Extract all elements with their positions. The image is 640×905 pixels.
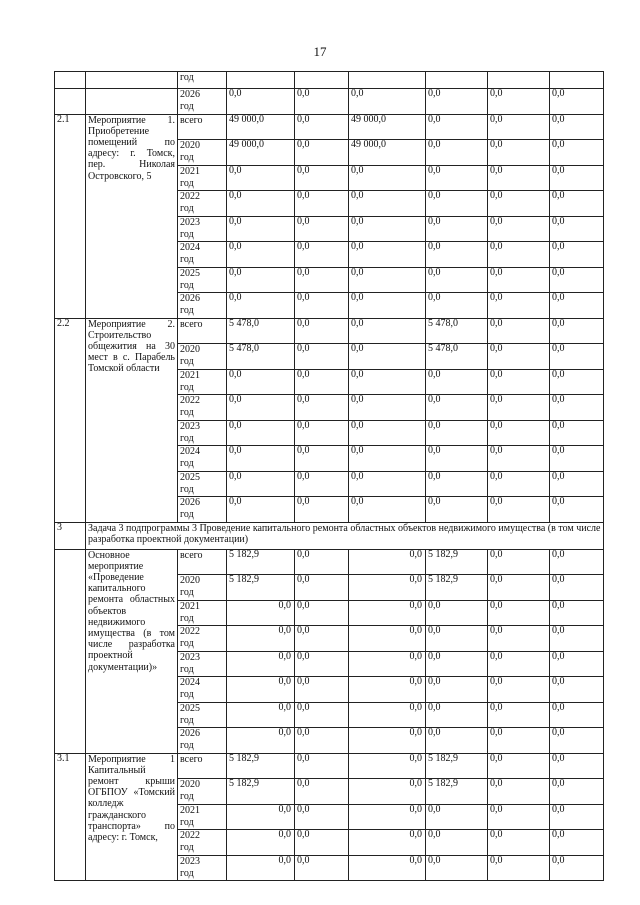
value-cell: 5 182,9 [426, 575, 488, 601]
value-cell: 0,0 [426, 728, 488, 754]
number-cell: 2.1 [55, 114, 86, 318]
value-cell: 0,0 [488, 318, 550, 344]
value-cell: 0,0 [227, 651, 295, 677]
value-cell: 0,0 [550, 549, 604, 575]
year-cell: год [178, 72, 227, 89]
value-cell: 0,0 [349, 549, 426, 575]
number-cell: 3.1 [55, 753, 86, 881]
year-cell: 2025 год [178, 267, 227, 293]
year-cell: всего [178, 753, 227, 779]
value-cell: 0,0 [550, 575, 604, 601]
value-cell: 0,0 [426, 140, 488, 166]
value-cell: 0,0 [295, 165, 349, 191]
value-cell: 0,0 [550, 293, 604, 319]
description-cell [86, 89, 178, 115]
year-cell: 2026 год [178, 497, 227, 523]
value-cell: 0,0 [550, 318, 604, 344]
value-cell: 5 478,0 [426, 344, 488, 370]
year-cell: 2020 год [178, 140, 227, 166]
value-cell: 0,0 [349, 702, 426, 728]
value-cell: 0,0 [349, 830, 426, 856]
value-cell [426, 72, 488, 89]
value-cell: 0,0 [550, 446, 604, 472]
value-cell: 0,0 [426, 89, 488, 115]
year-cell: 2020 год [178, 575, 227, 601]
value-cell: 0,0 [227, 600, 295, 626]
year-cell: 2024 год [178, 242, 227, 268]
value-cell: 0,0 [550, 216, 604, 242]
value-cell: 0,0 [349, 575, 426, 601]
value-cell [295, 72, 349, 89]
year-cell: 2022 год [178, 191, 227, 217]
value-cell: 0,0 [227, 395, 295, 421]
value-cell: 0,0 [426, 702, 488, 728]
value-cell: 0,0 [295, 702, 349, 728]
value-cell: 0,0 [227, 420, 295, 446]
value-cell: 0,0 [227, 369, 295, 395]
value-cell: 0,0 [295, 753, 349, 779]
value-cell: 0,0 [488, 114, 550, 140]
value-cell: 0,0 [426, 626, 488, 652]
value-cell: 0,0 [295, 446, 349, 472]
value-cell: 0,0 [426, 855, 488, 881]
value-cell: 5 478,0 [426, 318, 488, 344]
table-row [55, 72, 604, 89]
year-cell: 2021 год [178, 804, 227, 830]
value-cell: 0,0 [295, 395, 349, 421]
value-cell: 0,0 [488, 779, 550, 805]
year-cell: 2026 год [178, 728, 227, 754]
value-cell: 0,0 [488, 420, 550, 446]
value-cell: 0,0 [349, 651, 426, 677]
value-cell: 0,0 [295, 242, 349, 268]
value-cell: 0,0 [349, 497, 426, 523]
value-cell: 0,0 [426, 395, 488, 421]
year-cell: всего [178, 318, 227, 344]
value-cell: 0,0 [349, 471, 426, 497]
value-cell [227, 72, 295, 89]
value-cell: 0,0 [550, 702, 604, 728]
value-cell: 49 000,0 [349, 114, 426, 140]
value-cell: 0,0 [550, 804, 604, 830]
value-cell: 0,0 [295, 549, 349, 575]
table-row [55, 89, 604, 115]
table-row [55, 318, 604, 344]
value-cell: 0,0 [550, 779, 604, 805]
value-cell: 0,0 [488, 471, 550, 497]
value-cell: 0,0 [488, 369, 550, 395]
value-cell: 0,0 [227, 165, 295, 191]
value-cell: 0,0 [426, 497, 488, 523]
value-cell: 0,0 [488, 497, 550, 523]
value-cell: 49 000,0 [349, 140, 426, 166]
value-cell: 0,0 [488, 626, 550, 652]
value-cell: 0,0 [295, 344, 349, 370]
year-cell: всего [178, 114, 227, 140]
number-cell [55, 549, 86, 753]
value-cell: 0,0 [349, 446, 426, 472]
value-cell: 0,0 [488, 600, 550, 626]
year-cell: 2026 год [178, 293, 227, 319]
value-cell: 5 478,0 [227, 344, 295, 370]
value-cell: 0,0 [550, 242, 604, 268]
value-cell [488, 72, 550, 89]
value-cell: 0,0 [349, 216, 426, 242]
value-cell: 0,0 [349, 753, 426, 779]
number-cell: 2.2 [55, 318, 86, 522]
value-cell: 0,0 [488, 728, 550, 754]
value-cell: 0,0 [426, 191, 488, 217]
value-cell: 0,0 [227, 216, 295, 242]
year-cell: 2026 год [178, 89, 227, 115]
value-cell: 0,0 [550, 267, 604, 293]
value-cell: 0,0 [295, 216, 349, 242]
value-cell: 0,0 [349, 242, 426, 268]
value-cell: 0,0 [349, 677, 426, 703]
value-cell: 0,0 [426, 216, 488, 242]
description-cell: Мероприятие 1 Капитальный ремонт крыши ОГБПОУ «Томский колледж гражданского транспорта» по адресу: г. Томск, [86, 753, 178, 881]
year-cell: 2021 год [178, 369, 227, 395]
year-cell: 2022 год [178, 626, 227, 652]
year-cell: 2021 год [178, 600, 227, 626]
value-cell: 49 000,0 [227, 114, 295, 140]
value-cell: 0,0 [426, 677, 488, 703]
value-cell: 0,0 [488, 753, 550, 779]
year-cell: 2023 год [178, 420, 227, 446]
value-cell: 0,0 [295, 677, 349, 703]
value-cell: 0,0 [426, 651, 488, 677]
value-cell: 0,0 [295, 497, 349, 523]
value-cell: 0,0 [349, 626, 426, 652]
description-cell: Мероприятие 1. Приобретение помещений по адресу: г. Томск, пер. Николая Островского, 5 [86, 114, 178, 318]
value-cell: 0,0 [488, 191, 550, 217]
value-cell: 0,0 [488, 140, 550, 166]
year-cell: 2024 год [178, 446, 227, 472]
value-cell: 0,0 [227, 702, 295, 728]
value-cell: 0,0 [295, 728, 349, 754]
value-cell: 0,0 [227, 446, 295, 472]
value-cell: 0,0 [227, 89, 295, 115]
year-cell: 2023 год [178, 855, 227, 881]
value-cell: 0,0 [349, 369, 426, 395]
year-cell: 2022 год [178, 395, 227, 421]
value-cell: 0,0 [227, 728, 295, 754]
value-cell: 0,0 [295, 575, 349, 601]
value-cell: 0,0 [550, 728, 604, 754]
table-row [55, 549, 604, 575]
value-cell: 0,0 [227, 191, 295, 217]
page-number: 17 [313, 44, 327, 59]
value-cell: 0,0 [426, 446, 488, 472]
value-cell: 0,0 [349, 855, 426, 881]
year-cell: 2023 год [178, 216, 227, 242]
value-cell: 0,0 [488, 830, 550, 856]
value-cell: 0,0 [295, 267, 349, 293]
description-cell: Мероприятие 2. Строительство общежития на 30 мест в с. Парабель Томской области [86, 318, 178, 522]
value-cell: 0,0 [295, 651, 349, 677]
value-cell: 0,0 [349, 600, 426, 626]
value-cell: 0,0 [426, 165, 488, 191]
year-cell: всего [178, 549, 227, 575]
table-body [55, 72, 604, 881]
value-cell: 0,0 [227, 471, 295, 497]
value-cell: 0,0 [227, 830, 295, 856]
value-cell: 0,0 [426, 830, 488, 856]
value-cell: 0,0 [295, 855, 349, 881]
value-cell: 0,0 [349, 344, 426, 370]
table-row [55, 114, 604, 140]
year-cell: 2024 год [178, 677, 227, 703]
value-cell: 0,0 [426, 267, 488, 293]
value-cell: 0,0 [550, 369, 604, 395]
value-cell: 0,0 [295, 779, 349, 805]
value-cell: 0,0 [488, 855, 550, 881]
value-cell: 0,0 [550, 114, 604, 140]
value-cell: 0,0 [426, 600, 488, 626]
value-cell: 0,0 [349, 191, 426, 217]
value-cell: 0,0 [488, 446, 550, 472]
value-cell: 0,0 [488, 804, 550, 830]
value-cell: 0,0 [550, 600, 604, 626]
value-cell: 5 182,9 [227, 549, 295, 575]
value-cell: 0,0 [295, 140, 349, 166]
value-cell: 0,0 [227, 242, 295, 268]
value-cell: 0,0 [426, 293, 488, 319]
task-number: 3 [55, 522, 86, 549]
task-description: Задача 3 подпрограммы 3 Проведение капитального ремонта областных объектов недвижимого имущества (в том числе разработка проектной документации) [86, 522, 604, 549]
value-cell: 0,0 [426, 471, 488, 497]
budget-table [54, 71, 604, 881]
value-cell: 0,0 [550, 651, 604, 677]
value-cell: 0,0 [488, 267, 550, 293]
number-cell [55, 89, 86, 115]
table-row [55, 753, 604, 779]
value-cell: 0,0 [227, 855, 295, 881]
value-cell: 0,0 [227, 497, 295, 523]
value-cell: 0,0 [227, 677, 295, 703]
year-cell: 2020 год [178, 779, 227, 805]
value-cell: 0,0 [426, 114, 488, 140]
value-cell: 0,0 [295, 600, 349, 626]
value-cell: 0,0 [488, 216, 550, 242]
value-cell: 0,0 [349, 779, 426, 805]
value-cell: 0,0 [426, 242, 488, 268]
year-cell: 2021 год [178, 165, 227, 191]
value-cell: 0,0 [550, 165, 604, 191]
value-cell: 0,0 [550, 471, 604, 497]
value-cell: 0,0 [349, 267, 426, 293]
value-cell: 0,0 [349, 728, 426, 754]
value-cell: 0,0 [295, 369, 349, 395]
description-cell [86, 72, 178, 89]
value-cell: 0,0 [550, 191, 604, 217]
year-cell: 2022 год [178, 830, 227, 856]
year-cell: 2020 год [178, 344, 227, 370]
value-cell: 0,0 [227, 626, 295, 652]
value-cell: 0,0 [349, 89, 426, 115]
value-cell: 0,0 [550, 344, 604, 370]
value-cell [349, 72, 426, 89]
value-cell: 0,0 [550, 626, 604, 652]
value-cell: 0,0 [426, 804, 488, 830]
value-cell: 0,0 [295, 830, 349, 856]
value-cell: 0,0 [227, 804, 295, 830]
value-cell: 0,0 [550, 855, 604, 881]
value-cell: 0,0 [550, 753, 604, 779]
task-row [55, 522, 604, 549]
value-cell: 0,0 [488, 651, 550, 677]
value-cell: 0,0 [295, 89, 349, 115]
value-cell: 0,0 [550, 420, 604, 446]
value-cell: 0,0 [295, 626, 349, 652]
value-cell: 0,0 [488, 165, 550, 191]
value-cell: 0,0 [227, 267, 295, 293]
value-cell: 0,0 [349, 318, 426, 344]
value-cell: 0,0 [488, 242, 550, 268]
value-cell: 0,0 [488, 549, 550, 575]
value-cell: 5 478,0 [227, 318, 295, 344]
value-cell: 5 182,9 [426, 779, 488, 805]
year-cell: 2023 год [178, 651, 227, 677]
value-cell: 0,0 [227, 293, 295, 319]
value-cell: 0,0 [488, 293, 550, 319]
value-cell: 0,0 [550, 395, 604, 421]
value-cell: 0,0 [295, 293, 349, 319]
value-cell: 5 182,9 [227, 753, 295, 779]
value-cell: 5 182,9 [227, 575, 295, 601]
value-cell: 0,0 [488, 677, 550, 703]
value-cell: 0,0 [295, 471, 349, 497]
value-cell: 0,0 [550, 830, 604, 856]
value-cell: 0,0 [426, 369, 488, 395]
value-cell: 0,0 [488, 89, 550, 115]
value-cell: 0,0 [349, 420, 426, 446]
description-cell: Основное мероприятие «Проведение капитального ремонта областных объектов недвижимого имущества (в том числе разработка проектной документации)» [86, 549, 178, 753]
value-cell: 0,0 [295, 420, 349, 446]
value-cell: 0,0 [295, 318, 349, 344]
value-cell: 0,0 [349, 804, 426, 830]
value-cell: 0,0 [295, 191, 349, 217]
value-cell: 0,0 [488, 344, 550, 370]
value-cell: 0,0 [349, 165, 426, 191]
value-cell [550, 72, 604, 89]
value-cell: 49 000,0 [227, 140, 295, 166]
number-cell [55, 72, 86, 89]
value-cell: 0,0 [295, 114, 349, 140]
value-cell: 0,0 [550, 89, 604, 115]
year-cell: 2025 год [178, 702, 227, 728]
value-cell: 0,0 [426, 420, 488, 446]
value-cell: 5 182,9 [227, 779, 295, 805]
year-cell: 2025 год [178, 471, 227, 497]
value-cell: 0,0 [349, 293, 426, 319]
value-cell: 0,0 [488, 702, 550, 728]
value-cell: 5 182,9 [426, 549, 488, 575]
value-cell: 0,0 [550, 497, 604, 523]
value-cell: 0,0 [295, 804, 349, 830]
value-cell: 0,0 [488, 575, 550, 601]
value-cell: 5 182,9 [426, 753, 488, 779]
value-cell: 0,0 [488, 395, 550, 421]
value-cell: 0,0 [550, 677, 604, 703]
value-cell: 0,0 [349, 395, 426, 421]
value-cell: 0,0 [550, 140, 604, 166]
